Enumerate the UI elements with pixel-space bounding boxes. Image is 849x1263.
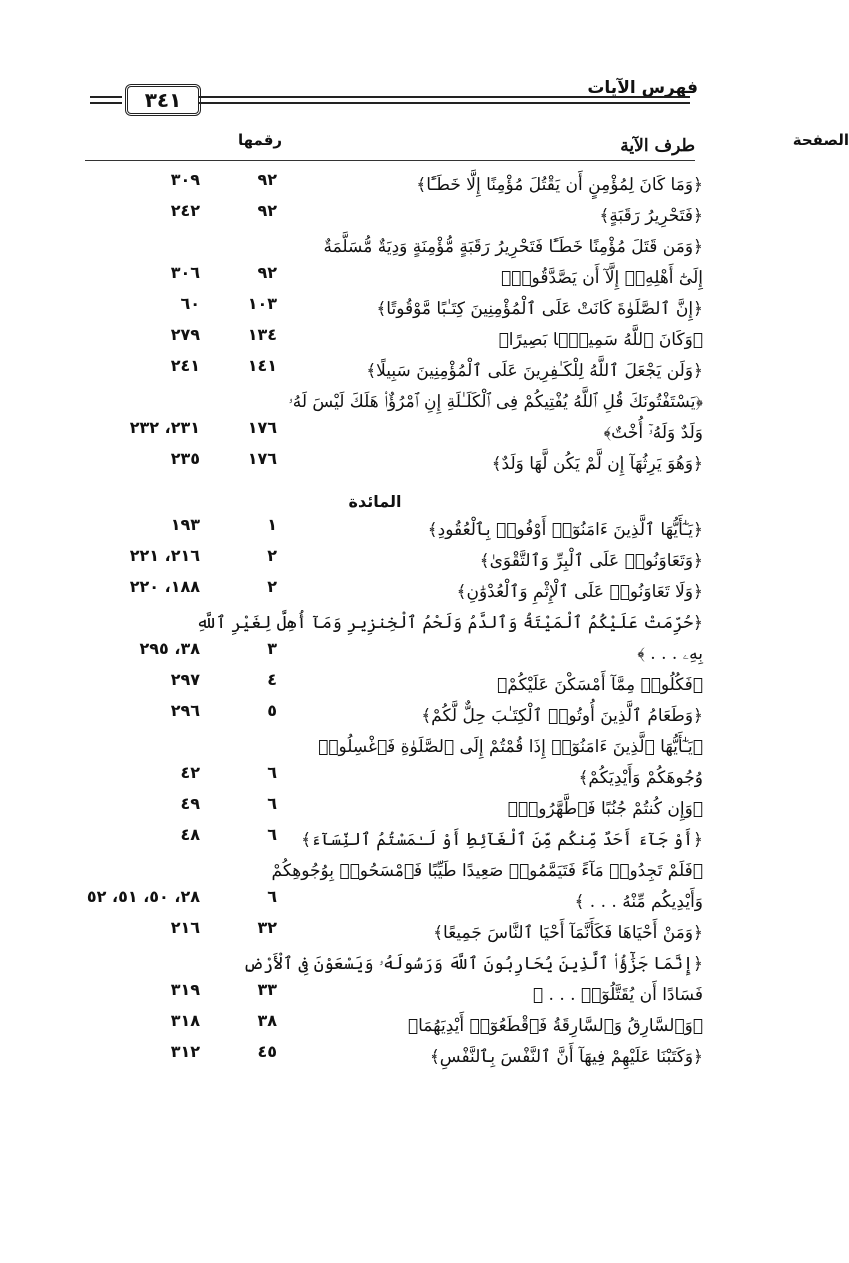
verse-number: ٦	[267, 763, 277, 782]
verse-number: ١٧٦	[247, 449, 277, 468]
verse-number: ٦	[267, 825, 277, 844]
page-ref: ٢٤٢	[170, 201, 200, 220]
running-title: فهرس الآيات	[587, 78, 698, 98]
header-rule-left	[90, 96, 122, 104]
verse-number: ٦	[267, 794, 277, 813]
verse-text: ﴿وَإِن كُنتُمْ جُنُبًا فَٱطَّهَّرُوا۟﴾	[507, 799, 703, 819]
header-rule-right	[198, 96, 690, 104]
verse-number: ٢	[267, 546, 277, 565]
verse-number: ١٧٦	[247, 418, 277, 437]
verse-number: ٣	[267, 639, 277, 658]
verse-text: ﴿وَمَن قَتَلَ مُؤْمِنًا خَطَـًٔا فَتَحْرِيرُ رَقَبَةٍ مُّؤْمِنَةٍ وَدِيَةٌ مُّسَلَّمَةٌ	[323, 237, 703, 257]
page-ref: ٢٩٧	[170, 670, 200, 689]
verse-text: ﴿وَكَتَبْنَا عَلَيْهِمْ فِيهَآ أَنَّ ٱلنَّفْسَ بِٱلنَّفْسِ﴾	[429, 1047, 703, 1067]
page-ref: ١٩٣	[170, 515, 200, 534]
verse-text: وَلَدٌ وَلَهُۥٓ أُخْتٌ﴾	[603, 423, 703, 443]
verse-text: ﴿وَٱلسَّارِقُ وَٱلسَّارِقَةُ فَٱقْطَعُوٓا۟ أَيْدِيَهُمَا﴾	[407, 1016, 703, 1036]
verse-text: ﴿وَتَعَاوَنُوا۟ عَلَى ٱلْبِرِّ وَٱلتَّقْوَىٰ﴾	[479, 551, 703, 571]
verse-number: ٦	[267, 887, 277, 906]
verse-number: ٤٥	[257, 1042, 277, 1061]
verse-text: ﴿يَسْتَفْتُونَكَ قُلِ ٱللَّهُ يُفْتِيكُمْ فِى ٱلْكَلَـٰلَةِ إِنِ ٱمْرُؤٌا۟ هَلَكَ لَيْسَ لَهُۥ	[288, 392, 703, 412]
verse-number: ٣٢	[257, 918, 277, 937]
verse-text: ﴿يَـٰٓأَيُّهَا ٱلَّذِينَ ءَامَنُوٓا۟ إِذَا قُمْتُمْ إِلَى ٱلصَّلَوٰةِ فَٱغْسِلُوا۟	[318, 737, 703, 757]
verse-text: ﴿وَكَانَ ٱللَّهُ سَمِيعًۢا بَصِيرًا﴾	[498, 330, 703, 350]
page-ref: ٣١٨	[170, 1011, 200, 1030]
verse-text: ﴿فَكُلُوا۟ مِمَّآ أَمْسَكْنَ عَلَيْكُمْ﴾	[497, 675, 703, 695]
verse-text: ﴿فَتَحْرِيرُ رَقَبَةٍ﴾	[599, 206, 703, 226]
verse-text: ﴿حُرِّمَتْ عَلَيْكُمُ ٱلْمَيْتَةُ وَٱلدَّمُ وَلَحْمُ ٱلْخِنزِيرِ وَمَآ أُهِلَّ لِغَيْرِ ٱللَّهِ	[196, 613, 703, 633]
page-ref: ٢١٦، ٢٢١	[129, 546, 200, 565]
verse-number: ٢	[267, 577, 277, 596]
page-number: ٣٤١	[125, 84, 201, 116]
verse-text: ﴿إِنَّمَا جَزَٰٓؤُا۟ ٱلَّذِينَ يُحَارِبُونَ ٱللَّهَ وَرَسُولَهُۥ وَيَسْعَوْنَ فِى ٱلْأَرْضِ	[243, 954, 703, 974]
page-ref: ٢٣١، ٢٣٢	[129, 418, 200, 437]
verse-text: بِهِۦ . . . ﴾	[637, 644, 703, 664]
header-underline	[85, 160, 695, 161]
verse-number: ١٤١	[247, 356, 277, 375]
verse-text: ﴿وَهُوَ يَرِثُهَآ إِن لَّمْ يَكُن لَّهَا وَلَدٌ﴾	[491, 454, 703, 474]
page-ref: ٢٧٩	[170, 325, 200, 344]
verse-number: ٩٢	[257, 170, 277, 189]
page-ref: ١٨٨، ٢٢٠	[129, 577, 200, 596]
column-header-number: رقمها	[238, 131, 283, 149]
page-ref: ٣٨، ٢٩٥	[139, 639, 200, 658]
verse-number: ١٣٤	[247, 325, 277, 344]
verse-number: ٣٣	[257, 980, 277, 999]
verse-text: وَأَيْدِيكُم مِّنْهُ . . . ﴾	[574, 892, 703, 912]
page-ref: ٣٠٦	[170, 263, 200, 282]
verse-number: ٥	[267, 701, 277, 720]
page-ref: ٤٢	[180, 763, 200, 782]
column-header-verse: طرف الآية	[620, 136, 695, 156]
verse-text: ﴿وَلَن يَجْعَلَ ٱللَّهُ لِلْكَـٰفِرِينَ عَلَى ٱلْمُؤْمِنِينَ سَبِيلًا﴾	[366, 361, 703, 381]
page-ref: ٢٤١	[170, 356, 200, 375]
verse-text: ﴿وَطَعَامُ ٱلَّذِينَ أُوتُوا۟ ٱلْكِتَـٰبَ حِلٌّ لَّكُمْ﴾	[421, 706, 703, 726]
verse-text: ﴿إِنَّ ٱلصَّلَوٰةَ كَانَتْ عَلَى ٱلْمُؤْمِنِينَ كِتَـٰبًا مَّوْقُوتًا﴾	[376, 299, 703, 319]
column-header-page: الصفحة	[792, 131, 849, 149]
verse-text: وُجُوهَكُمْ وَأَيْدِيَكُمْ﴾	[578, 768, 703, 788]
verse-text: ﴿وَلَا تَعَاوَنُوا۟ عَلَى ٱلْإِثْمِ وَٱلْعُدْوَٰنِ﴾	[456, 582, 703, 602]
page-ref: ٢٨، ٥٠، ٥١، ٥٢	[86, 887, 200, 906]
verse-text: ﴿فَلَمْ تَجِدُوا۟ مَآءً فَتَيَمَّمُوا۟ صَعِيدًا طَيِّبًا فَٱمْسَحُوا۟ بِوُجُوهِكُمْ	[271, 861, 703, 881]
page-ref: ٦٠	[180, 294, 200, 313]
verse-number: ٤	[267, 670, 277, 689]
page-ref: ٢٩٦	[170, 701, 200, 720]
page-ref: ٤٩	[180, 794, 200, 813]
verse-number: ٩٢	[257, 201, 277, 220]
verse-text: ﴿يَـٰٓأَيُّهَا ٱلَّذِينَ ءَامَنُوٓا۟ أَوْفُوا۟ بِٱلْعُقُودِ﴾	[427, 520, 703, 540]
page-ref: ٣٠٩	[170, 170, 200, 189]
verse-text: ﴿وَمَنْ أَحْيَاهَا فَكَأَنَّمَآ أَحْيَا ٱلنَّاسَ جَمِيعًا﴾	[433, 923, 703, 943]
page-ref: ٢٣٥	[170, 449, 200, 468]
verse-number: ١	[267, 515, 277, 534]
verse-number: ١٠٣	[247, 294, 277, 313]
verse-number: ٩٢	[257, 263, 277, 282]
section-title: المائدة	[348, 492, 402, 511]
verse-text: إِلَىٰٓ أَهْلِهِۦٓ إِلَّآ أَن يَصَّدَّقُوا۟﴾	[500, 268, 703, 288]
verse-text: ﴿أَوْ جَآءَ أَحَدٌ مِّنكُم مِّنَ ٱلْغَآئِطِ أَوْ لَـٰمَسْتُمُ ٱلنِّسَآءَ﴾	[301, 830, 703, 850]
page-ref: ٤٨	[180, 825, 200, 844]
page-ref: ٣١٩	[170, 980, 200, 999]
page-ref: ٣١٢	[170, 1042, 200, 1061]
verse-number: ٣٨	[257, 1011, 277, 1030]
verse-text: ﴿وَمَا كَانَ لِمُؤْمِنٍ أَن يَقْتُلَ مُؤْمِنًا إِلَّا خَطَـًٔا﴾	[416, 175, 703, 195]
page-ref: ٢١٦	[170, 918, 200, 937]
verse-text: فَسَادًا أَن يُقَتَّلُوٓا۟ . . . ﴾	[532, 985, 703, 1005]
